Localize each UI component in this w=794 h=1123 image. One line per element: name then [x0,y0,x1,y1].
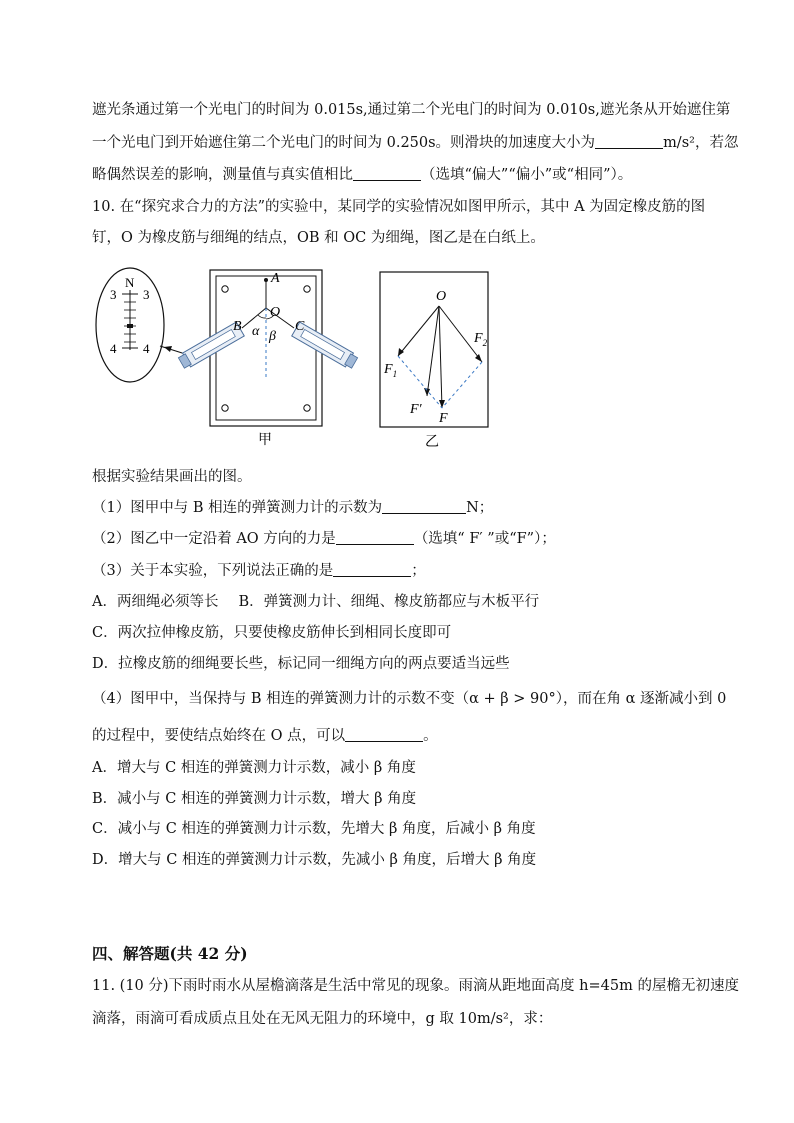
q10-option-A: A．两细绳必须等长 [92,594,219,610]
q10-option-A-B [92,593,539,611]
q10-part1-text: （1）图甲中与 B 相连的弹簧测力计的示数为 [92,500,383,516]
q10-part4-option-D: D．增大与 C 相连的弹簧测力计示数，先减小 β 角度，后增大 β 角度 [92,852,537,868]
q9-line1: 遮光条通过第一个光电门的时间为 0.015s,通过第二个光电门的时间为 0.010s,遮光条从开始遮住第 [92,102,731,118]
scale-3-right: 3 [143,287,150,302]
q10-part4-option-A: A．增大与 C 相连的弹簧测力计示数，减小 β 角度 [92,760,416,776]
q10-part2-text: （2）图乙中一定沿着 AO 方向的力是 [92,531,336,547]
label-F1-letter: F [384,362,393,377]
q10-part4-option-C: C．减小与 C 相连的弹簧测力计示数，先增大 β 角度，后减小 β 角度 [92,821,536,837]
q11-line1: 11. (10 分)下雨时雨水从屋檐滴落是生活中常见的现象。雨滴从距地面高度 h=45m 的屋檐无初速度 [92,978,739,994]
board-jia [177,270,358,448]
label-alpha: α [252,324,260,339]
q10-part3 [92,562,426,580]
q9-line3-text: 略偶然误差的影响，测量值与真实值相比 [92,167,353,183]
q9-answer-blank-2[interactable] [353,166,421,181]
label-A: A [271,271,280,286]
q10-part2-hint: （选填“ F′ ”或“F”）； [413,531,556,547]
q9-line3-hint: （选填“偏大”“偏小”或“相同”）。 [421,167,633,183]
scale-pointer [127,324,133,328]
label-F-prime: F′ [410,402,422,417]
q10-part1-blank[interactable] [382,499,466,514]
q10-part4-blank[interactable] [345,727,423,742]
label-F2-letter: F [474,331,483,346]
experiment-figure [92,262,502,452]
q10-part2 [92,530,556,548]
label-F1-sub: 1 [392,369,398,379]
caption-jia: 甲 [258,433,272,448]
q10-intro-1: 10. 在“探究求合力的方法”的实验中，某同学的实验情况如图甲所示，其中 A 为固定橡皮筋的图 [92,199,706,215]
label-B: B [233,319,242,334]
q10-part4-line1: （4）图甲中，当保持与 B 相连的弹簧测力计的示数不变（α + β > 90°），而在角 α 逐渐减小到 0 [92,691,727,707]
caption-yi: 乙 [425,435,439,450]
scale-3-left: 3 [110,287,117,302]
q9-answer-blank-1[interactable] [595,134,663,149]
figure-svg [92,262,502,452]
q9-line2-unit: m/s²，若忽 [663,135,739,151]
scale-4-left: 4 [110,341,117,356]
section4-heading: 四、解答题(共 42 分) [92,944,248,963]
q10-part2-blank[interactable] [336,530,414,545]
label-F: F [439,411,448,426]
q10-part1-unit: N； [466,500,494,516]
q10-part3-end: ； [411,563,426,579]
q10-option-D: D．拉橡皮筋的细绳要长些，标记同一细绳方向的两点要适当远些 [92,656,510,672]
q9-line3 [92,166,632,184]
q9-line2 [92,134,738,152]
label-C: C [295,319,305,334]
force-diagram-yi [380,272,488,450]
label-O-yi: O [436,289,447,304]
label-F2-sub: 2 [482,338,488,348]
q10-part4-end: 。 [423,728,438,744]
label-beta: β [269,329,276,344]
q10-option-C: C．两次拉伸橡皮筋，只要使橡皮筋伸长到相同长度即可 [92,625,452,641]
q10-part4-option-B: B．减小与 C 相连的弹簧测力计示数，增大 β 角度 [92,791,417,807]
q9-line2-text: 一个光电门到开始遮住第二个光电门的时间为 0.250s。则滑块的加速度大小为 [92,135,596,151]
q10-part4-text: 的过程中，要使结点始终在 O 点，可以 [92,728,346,744]
scale-N-label: N [125,275,135,290]
q10-part3-text: （3）关于本实验，下列说法正确的是 [92,563,334,579]
q10-option-B: B．弹簧测力计、细绳、橡皮筋都应与木板平行 [238,594,540,610]
q10-part3-blank[interactable] [333,562,411,577]
q10-intro-2: 钉，O 为橡皮筋与细绳的结点，OB 和 OC 为细绳，图乙是在白纸上。 [92,230,545,246]
q10-after-figure: 根据实验结果画出的图。 [92,469,252,485]
q10-part1 [92,499,493,517]
scale-4-right: 4 [143,341,150,356]
q10-part4-line2 [92,727,438,745]
label-O: O [270,305,281,320]
q11-line2: 滴落，雨滴可看成质点且处在无风无阻力的环境中，g 取 10m/s²，求： [92,1011,553,1027]
